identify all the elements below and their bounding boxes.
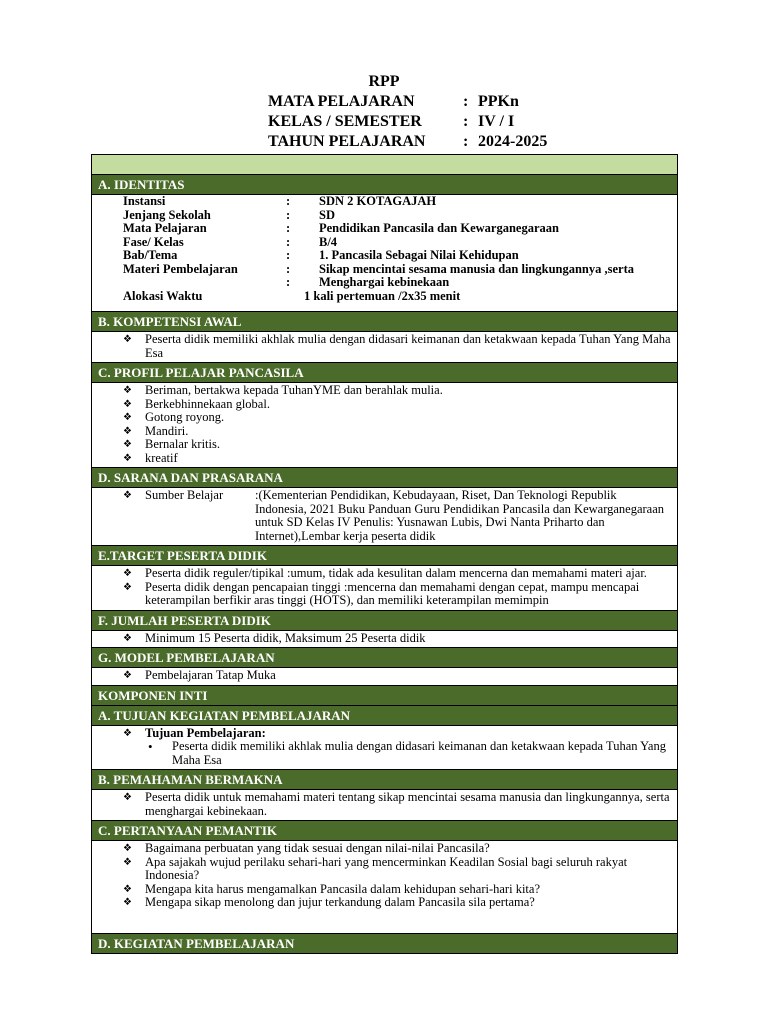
target-section bbox=[92, 566, 678, 611]
identitas-colon: : bbox=[286, 194, 291, 208]
list-item-text: Gotong royong. bbox=[145, 410, 225, 424]
diamond-bullet-icon: ❖ bbox=[123, 425, 132, 437]
diamond-bullet-icon: ❖ bbox=[123, 398, 132, 410]
section-heading-jumlah: F. JUMLAH PESERTA DIDIK bbox=[92, 610, 678, 630]
identitas-label: Instansi bbox=[123, 194, 166, 208]
diamond-bullet-icon: ❖ bbox=[123, 632, 132, 644]
list-item bbox=[92, 669, 677, 683]
list-item bbox=[92, 411, 677, 425]
identitas-value: Menghargai kebinekaan bbox=[319, 275, 450, 289]
list-item-text: Minimum 15 Peserta didik, Maksimum 25 Peserta didik bbox=[145, 630, 426, 645]
diamond-bullet-icon: ❖ bbox=[123, 843, 132, 854]
round-bullet-icon: • bbox=[148, 739, 153, 754]
section-heading-pemahaman: B. PEMAHAMAN BERMAKNA bbox=[92, 770, 678, 790]
kompetensi-section bbox=[92, 332, 678, 363]
list-item-text: Peserta didik memiliki akhlak mulia dengan didasari keimanan dan ketakwaan kepada Tuhan Yang Maha Esa bbox=[145, 332, 671, 360]
identitas-colon: : bbox=[286, 248, 291, 262]
diamond-bullet-icon: ❖ bbox=[123, 385, 132, 396]
list-item-text: Apa sajakah wujud perilaku sehari-hari yang mencerminkan Keadilan Sosial bagi seluruh rakyat Indonesia? bbox=[145, 854, 628, 882]
identitas-value: Pendidikan Pancasila dan Kewarganegaraan bbox=[319, 221, 559, 235]
list-item bbox=[92, 438, 677, 452]
section-heading-profil: C. PROFIL PELAJAR PANCASILA bbox=[92, 363, 678, 383]
header-value: PPKn bbox=[478, 93, 519, 110]
header-colon: : bbox=[463, 133, 469, 150]
list-item bbox=[92, 791, 677, 818]
model-section bbox=[92, 668, 678, 686]
section-heading-kompetensi: B. KOMPETENSI AWAL bbox=[92, 312, 678, 332]
list-item bbox=[92, 581, 677, 608]
list-item-text: Pembelajaran Tatap Muka bbox=[145, 668, 276, 682]
header-label: KELAS / SEMESTER bbox=[268, 113, 422, 130]
diamond-bullet-icon: ❖ bbox=[123, 856, 132, 868]
identitas-label: Mata Pelajaran bbox=[123, 221, 207, 235]
list-item bbox=[92, 425, 677, 439]
list-item-text: Berkebhinnekaan global. bbox=[145, 396, 270, 411]
list-item-text: Peserta didik untuk memahami materi tentang sikap mencintai sesama manusia dan lingkungannya, serta menghargai kebinekaan. bbox=[145, 790, 670, 818]
identitas-colon: : bbox=[286, 275, 291, 289]
identitas-colon: : bbox=[286, 221, 291, 235]
header-colon: : bbox=[463, 113, 469, 130]
sarana-text: :(Kementerian Pendidikan, Kebudayaan, Riset, Dan Teknologi Republik Indonesia, 2021 Buku Panduan Guru Pendidikan Pancasila dan Kewarganegaraan untuk SD Kelas IV Penulis: Yusnawan Lubis, Dwi Nanta Priharto dan Internet),Lembar kerja peserta didik bbox=[255, 488, 665, 543]
diamond-bullet-icon: ❖ bbox=[123, 568, 132, 579]
list-item-text: Mengapa kita harus mengamalkan Pancasila dalam kehidupan sehari-hari kita? bbox=[145, 881, 540, 896]
identitas-colon: : bbox=[286, 261, 291, 276]
list-item-text: Beriman, bertakwa kepada TuhanYME dan berahlak mulia. bbox=[145, 383, 443, 397]
list-item-text: Peserta didik memiliki akhlak mulia dengan didasari keimanan dan ketakwaan kepada Tuhan Yang Maha Esa bbox=[172, 739, 666, 767]
list-item-text: Peserta didik reguler/tipikal :umum, tidak ada kesulitan dalam mencerna dan memahami materi ajar. bbox=[145, 566, 647, 580]
diamond-bullet-icon: ❖ bbox=[123, 412, 132, 423]
identitas-row bbox=[92, 195, 677, 209]
pertanyaan-section bbox=[92, 841, 678, 934]
list-item bbox=[92, 384, 677, 398]
list-item bbox=[92, 842, 677, 856]
section-heading-identitas: A. IDENTITAS bbox=[92, 175, 678, 195]
section-heading-tujuan: A. TUJUAN KEGIATAN PEMBELAJARAN bbox=[92, 705, 678, 725]
tujuan-section bbox=[92, 725, 678, 770]
header-row-mapel bbox=[0, 92, 768, 112]
tujuan-subheading: Tujuan Pembelajaran: bbox=[145, 725, 266, 740]
identitas-label: Alokasi Waktu bbox=[123, 288, 203, 303]
list-item-text: Peserta didik dengan pencapaian tinggi :mencerna dan memahami dengan cepat, mampu mencapai keterampilan berfikir aras tinggi (HOTS), dan memiliki keterampilan memimpin bbox=[145, 579, 640, 607]
diamond-bullet-icon: ❖ bbox=[123, 452, 132, 464]
sub-list-item bbox=[92, 740, 677, 767]
identitas-value: SDN 2 KOTAGAJAH bbox=[319, 194, 437, 208]
list-item bbox=[92, 398, 677, 412]
identitas-row bbox=[92, 222, 677, 236]
section-heading-pertanyaan: C. PERTANYAAN PEMANTIK bbox=[92, 821, 678, 841]
identitas-value: 1. Pancasila Sebagai Nilai Kehidupan bbox=[319, 248, 519, 262]
identitas-row bbox=[92, 249, 677, 263]
list-item-text: Bagaimana perbuatan yang tidak sesuai dengan nilai-nilai Pancasila? bbox=[145, 841, 490, 855]
list-item bbox=[92, 727, 677, 768]
document-header bbox=[0, 72, 768, 152]
sarana-label: Sumber Belajar bbox=[145, 488, 224, 502]
identitas-value: B/4 bbox=[319, 234, 338, 249]
identitas-section bbox=[92, 195, 678, 312]
header-value: IV / I bbox=[478, 113, 515, 130]
sarana-section bbox=[92, 488, 678, 546]
identitas-label: Jenjang Sekolah bbox=[123, 207, 211, 222]
identitas-row bbox=[92, 276, 677, 290]
list-item-text: Mandiri. bbox=[145, 423, 189, 438]
header-value: 2024-2025 bbox=[478, 133, 548, 150]
identitas-label: Bab/Tema bbox=[123, 248, 178, 262]
list-item-text: Bernalar kritis. bbox=[145, 437, 220, 451]
list-item bbox=[92, 632, 677, 646]
identitas-colon: : bbox=[286, 207, 291, 222]
header-colon: : bbox=[463, 93, 469, 110]
diamond-bullet-icon: ❖ bbox=[123, 897, 132, 908]
jumlah-section bbox=[92, 630, 678, 648]
rpp-table bbox=[91, 154, 678, 954]
list-item bbox=[92, 567, 677, 581]
diamond-bullet-icon: ❖ bbox=[123, 439, 132, 450]
diamond-bullet-icon: ❖ bbox=[123, 490, 132, 501]
profil-section bbox=[92, 383, 678, 468]
diamond-bullet-icon: ❖ bbox=[123, 334, 132, 345]
top-band bbox=[92, 155, 678, 175]
header-label: TAHUN PELAJARAN bbox=[268, 133, 426, 150]
list-item-text: Mengapa sikap menolong dan jujur terkandung dalam Pancasila sila pertama? bbox=[145, 895, 535, 909]
identitas-colon: : bbox=[286, 234, 291, 249]
diamond-bullet-icon: ❖ bbox=[123, 670, 132, 681]
diamond-bullet-icon: ❖ bbox=[123, 883, 132, 895]
diamond-bullet-icon: ❖ bbox=[123, 792, 132, 803]
diamond-bullet-icon: ❖ bbox=[123, 581, 132, 593]
section-heading-sarana: D. SARANA DAN PRASARANA bbox=[92, 468, 678, 488]
pemahaman-section bbox=[92, 790, 678, 821]
section-heading-target: E.TARGET PESERTA DIDIK bbox=[92, 546, 678, 566]
identitas-label: Fase/ Kelas bbox=[123, 234, 184, 249]
header-label: MATA PELAJARAN bbox=[268, 93, 415, 110]
identitas-row-alokasi bbox=[92, 290, 677, 304]
list-item-text: kreatif bbox=[145, 450, 178, 465]
section-heading-kegiatan: D. KEGIATAN PEMBELAJARAN bbox=[92, 934, 678, 954]
list-item bbox=[92, 333, 677, 360]
identitas-label: Materi Pembelajaran bbox=[123, 261, 238, 276]
section-heading-model: G. MODEL PEMBELAJARAN bbox=[92, 648, 678, 668]
list-item bbox=[92, 896, 677, 910]
identitas-value: 1 kali pertemuan /2x35 menit bbox=[304, 288, 461, 303]
list-item bbox=[92, 883, 677, 897]
section-heading-komponen-inti: KOMPONEN INTI bbox=[92, 685, 678, 705]
document-title: RPP bbox=[368, 73, 400, 90]
diamond-bullet-icon: ❖ bbox=[123, 727, 132, 739]
header-row-tahun bbox=[0, 132, 768, 152]
header-row-kelas bbox=[0, 112, 768, 132]
identitas-value: SD bbox=[319, 207, 335, 222]
list-item bbox=[92, 856, 677, 883]
identitas-value: Sikap mencintai sesama manusia dan lingkungannya ,serta bbox=[319, 261, 635, 276]
list-item bbox=[92, 452, 677, 466]
